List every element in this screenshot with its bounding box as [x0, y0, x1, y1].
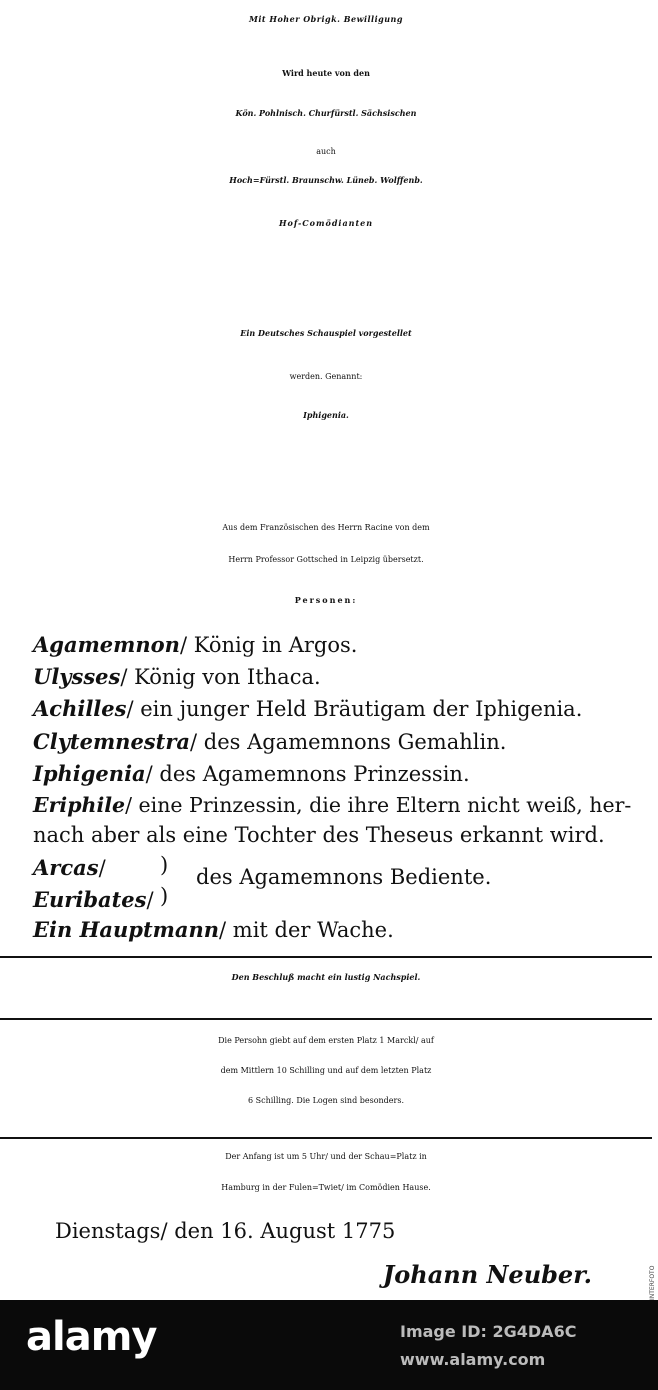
header-line-2: Wird heute von den: [282, 68, 370, 78]
role-row: [33, 664, 321, 689]
role-name: Iphigenia: [33, 761, 146, 786]
role-desc: /: [146, 888, 154, 912]
role-desc: / ein junger Held Bräutigam der Iphigenia.: [126, 697, 583, 721]
role-row: [33, 729, 506, 754]
role-row: [33, 761, 470, 786]
signature: Johann Neuber.: [382, 1260, 592, 1289]
role-desc: / eine Prinzessin, die ihre Eltern nicht weiß, her-: [125, 793, 632, 817]
price-line-3: 6 Schilling. Die Logen sind besonders.: [247, 1096, 404, 1105]
header-line-5: Hoch=Fürstl. Braunschw. Lüneb. Wolffenb.: [229, 175, 423, 185]
divider: [0, 956, 652, 958]
role-name: Clytemnestra: [33, 729, 190, 754]
start-line-2: Hamburg in der Fulen=Twiet/ im Comödien Hause.: [221, 1183, 431, 1192]
play-title: Iphigenia.: [303, 410, 349, 420]
role-name: Euribates: [33, 887, 147, 912]
translation-line-1: Aus dem Französischen des Herrn Racine von dem: [222, 523, 430, 532]
translation-line-2: Herrn Professor Gottsched in Leipzig übersetzt.: [228, 555, 424, 564]
image-id: Image ID: 2G4DA6C: [400, 1322, 577, 1341]
role-name: Achilles: [33, 696, 127, 721]
subtitle-line-2: werden. Genannt:: [289, 372, 363, 381]
divider: [0, 1137, 652, 1139]
header-line-1: Mit Hoher Obrigk. Bewilligung: [249, 14, 403, 24]
start-line-1: Der Anfang ist um 5 Uhr/ und der Schau=Platz in: [225, 1152, 427, 1161]
afterpiece-line: Den Beschluß macht ein lustig Nachspiel.: [231, 972, 421, 982]
role-name: Ulysses: [33, 664, 121, 689]
footer-url: www.alamy.com: [400, 1350, 546, 1369]
alamy-logo: alamy: [26, 1314, 157, 1360]
bracket-paren: ): [160, 884, 169, 908]
role-name: Eriphile: [33, 793, 126, 817]
role-row: [33, 855, 106, 880]
watermark-footer: [0, 1300, 658, 1390]
role-row: [33, 887, 154, 912]
bracket-paren: ): [160, 853, 169, 877]
side-credit: [649, 1291, 656, 1300]
date-line: Dienstags/ den 16. August 1775: [55, 1219, 396, 1243]
role-desc: / des Agamemnons Prinzessin.: [145, 762, 470, 786]
header-line-4: auch: [316, 147, 336, 156]
role-name: Ein Hauptmann: [33, 917, 220, 942]
role-desc: / des Agamemnons Gemahlin.: [190, 730, 507, 754]
role-row: [33, 793, 631, 817]
personen-heading: Personen:: [294, 595, 358, 605]
price-line-2: dem Mittlern 10 Schilling und auf dem letzten Platz: [220, 1066, 432, 1075]
shared-role-desc: des Agamemnons Bediente.: [196, 865, 492, 889]
role-desc: / mit der Wache.: [219, 918, 394, 942]
role-row: [33, 917, 394, 942]
price-line-1: Die Persohn giebt auf dem ersten Platz 1 Marckl/ auf: [218, 1036, 434, 1045]
divider: [0, 1018, 652, 1020]
role-name: Agamemnon: [33, 632, 180, 657]
role-row: [33, 696, 582, 721]
role-row: [33, 632, 357, 657]
role-name: Arcas: [33, 855, 99, 880]
role-desc: / König in Argos.: [179, 633, 358, 657]
subtitle-line-1: Ein Deutsches Schauspiel vorgestellet: [240, 328, 412, 338]
role-desc: / König von Ithaca.: [120, 665, 321, 689]
header-line-3: Kön. Pohlnisch. Churfürstl. Sächsischen: [235, 108, 417, 118]
company-title: Hof-Comödianten: [278, 218, 374, 228]
role-desc-continued: nach aber als eine Tochter des Theseus erkannt wird.: [33, 823, 605, 847]
role-desc: /: [98, 856, 106, 880]
